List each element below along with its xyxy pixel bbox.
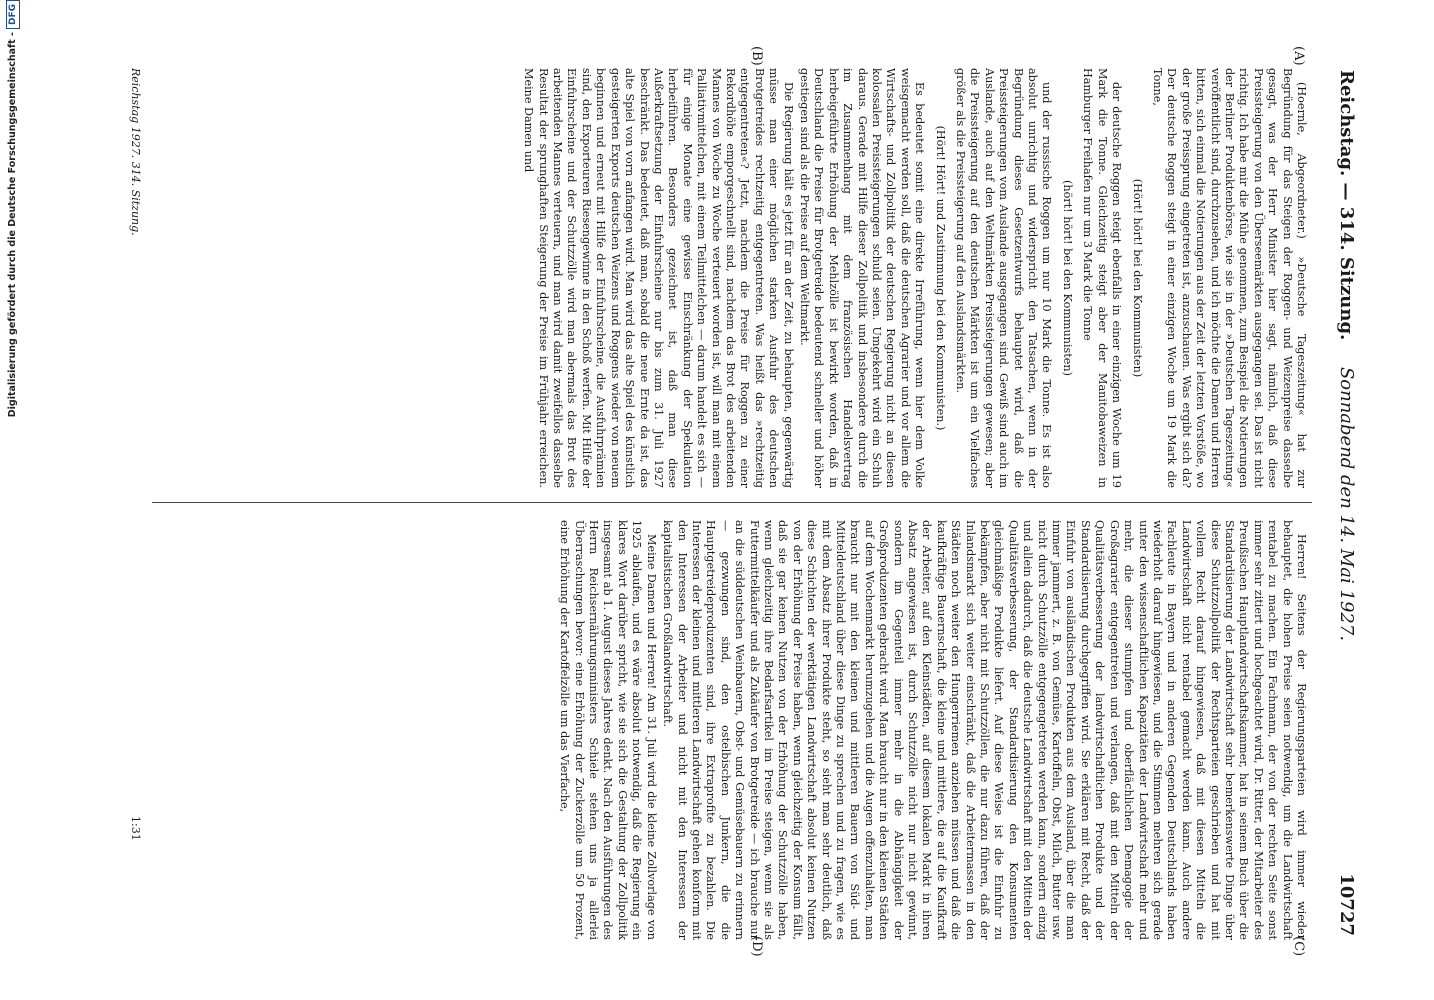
dfg-logo: DFG bbox=[6, 0, 20, 29]
paragraph: Es bedeutet somit eine direkte Irreführung, wenn hier dem Volke weisgemacht werden soll, daß die deutschen Agrarier und vor allem die Wirtschafts- und Zollpolitik der deutschen Regierung nicht an diesen kolossalen Preissteigerungen schuld seien. Umgekehrt wird ein Schuh daraus. Gerade mit Hilfe dieser Zollpolitik und insbesondere durch die im Zusammenhang mit dem französischen Handelsvertrag herbeigeführte Erhöhung der Mehlzölle ist bewirkt worden, daß in Deutschland die Preise für Brotgetreide bedeutend schneller und höher gestiegen sind als die Preise auf dem Weltmarkt. bbox=[798, 68, 927, 488]
margin-marker-d: (D) bbox=[749, 936, 764, 957]
paragraph: Herren! Seitens der Regierungsparteien wird immer wieder behauptet, die hohen Preise seien notwendig, um die Landwirtschaft rentabel zu machen. Ein Fachmann, der von der rechten Seite sonst immer sehr zitiert und hochgeachtet wird, Dr. Ritter, der Mitarbeiter des Preußischen Hauptlandwirtschaftskammer, hat in seinem Buch über die Standardisierung der Landwirtschaft sehr bemerkenswerte Dinge über diese Schutzzollpolitik der Rechtsparteien geschrieben und hat mit vollem Recht darauf hingewiesen, daß mit diesen Mitteln die Landwirtschaft nicht rentabel gemacht werden kann. Auch andere Fachleute in Bayern und in anderen Gegenden Deutschlands haben wiederholt darauf hingewiesen, und die Stimmen mehren sich gerade unter den wissenschaftlichen Kapazitäten der Landwirtschaft mehr und mehr, die dieser stumpfen und oberflächlichen Demagogie der Großagrarier entgegentreten und verlangen, daß mit den Mitteln der Qualitätsverbesserung der landwirtschaftlichen Produkte und der Standardisierung durchgegriffen wird. Sie erklären mit Recht, daß der Einfuhr von ausländischen Produkten aus dem Ausland, über die man immer jammert, z. B. von Gemüse, Kartoffeln, Obst, Milch, Butter usw. nicht durch Schutzzölle entgegengetreten werden kann, sondern einzig und allein dadurch, daß die deutsche Landwirtschaft mit den Mitteln der Qualitätsverbesserung, der Standardisierung den Konsumenten gleichmäßige Produkte liefert. Auf diese Weise ist die Einfuhr zu bekämpfen, aber nicht mit Schutzzöllen, die nur dazu führen, daß der Inlandsmarkt sich weiter einschränkt, daß die Arbeitermassen in den Städten noch weiter den Hungerriemen anziehen müssen und daß die kaufkräftige Bauernschaft, die kleine und mittlere, die auf die Kaufkraft der Arbeiter, auf den Kleinstädten, auf diesem lokalen Markt in ihren Absatz angewiesen ist, durch Schutzzölle nicht nur nicht gewinnt, sondern im Gegenteil immer mehr in die Abhängigkeit der Großproduzenten gebracht wird. Man braucht nur in den kleinen Städten auf dem Wochenmarkt herumzugehen und die Augen offenzuhalten, man braucht nur mit den kleinen und mittleren Bauern von Süd- und Mitteldeutschland über diese Dinge zu sprechen und zu fragen, wie es mit dem Absatz ihrer Produkte steht, so sieht man sehr deutlich, daß diese Schichten der werktätigen Landwirtschaft absolut keinen Nutzen von der Erhöhung der Preise haben, wenn gleichzeitig der Konsum fällt, daß sie gar keinen Nutzen von der Erhöhung der Schutzzölle haben, wenn gleichzeitig ihre Bedarfsartikel im Preise steigen, wenn sie als Futtermittelkäufer und als Zukäufer von Brotgetreide — ich brauche nur an die süddeutschen Weinbauern, Obst- und Gemüsebauern zu erinnern — gezwungen sind, den ostelbischen Junkern, die die Hauptgetreideproduzenten sind, ihre Extraprofite zu bezahlen. Die Interessen der kleinen und mittleren Landwirtschaft gehen konform mit den Interessen der Arbeiter und nicht mit den Interessen der kapitalistischen Großlandwirtschaft. bbox=[661, 520, 1308, 940]
paragraph: Meine Damen und Herren! Am 31. Juli wird die kleine Zollvorlage von 1925 ablaufen, und es wäre absolut notwendig, daß die Regierung ein klares Wort darüber spricht, wie sie sich die Gestaltung der Zollpolitik insgesamt ab 1. August dieses Jahres denkt. Nach den Ausführungen des Herrn Reichsernährungsministers Schiele stehen uns ja allerlei Überraschungen bevor: eine Erhöhung der Zuckerzölle um 50 Prozent, eine Erhöhung der Kartoffelzölle um das Vierfache, bbox=[558, 520, 658, 940]
footer-left: Reichstag 1927. 314. Sitzung. bbox=[129, 68, 142, 236]
margin-marker-a: (A) bbox=[1291, 46, 1306, 66]
margin-marker-c: (C) bbox=[1291, 936, 1306, 957]
footer-right: 1:31 bbox=[129, 816, 142, 841]
right-column bbox=[158, 520, 1308, 940]
running-head-left: Reichstag. — 314. Sitzung. bbox=[1336, 70, 1357, 341]
interjection: (hört! hört! bei den Kommunisten) bbox=[1060, 180, 1074, 376]
interjection: (Hört! hört! bei den Kommunisten) bbox=[1130, 178, 1144, 378]
interjection: (Hört! Hört! und Zustimmung bei den Kommunisten.) bbox=[933, 125, 947, 431]
paragraph: der deutsche Roggen steigt ebenfalls in einer einzigen Woche um 19 Mark die Tonne. Gleichzeitig steigt aber der Manitobaweizen in Hamburger Freihafen nur um 3 Mark die Tonne bbox=[1081, 68, 1124, 488]
paragraph: Die Regierung hält es jetzt für an der Zeit, zu behaupten, gegenwärtig müsse man einer möglichen starken Ausfuhr des deutschen Brotgetreides rechtzeitig entgegentreten. Was heißt das »rechtzeitig entgegentreten«? Jetzt, nachdem die Preise für Roggen zu einer Rekordhöhe emporgeschnellt sind, nachdem das Brot des arbeitenden Mannes von Woche zu Woche verteuert worden ist, will man mit einem Palliativmittelchen, mit einem Teilmittelchen — darum handelt es sich — für einige Monate eine gewisse Einschränkung der Spekulation herbeiführen. Besonders gezeichnet ist, daß man diese Außerkraftsetzung der Einfuhrscheine nur bis zum 31. Juli 1927 beschränkt. Das bedeutet, daß man, sobald die neue Ernte da ist, das alte Spiel von vorn anfangen wird. Man wird das alte Spiel des künstlich gesteigerten Exports deutschen Weizens und Roggens wieder von neuem beginnen und erneut mit Hilfe der Einfuhrscheine, die Ausfuhrprämien sind, den Exporteuren Riesengewinne in den Schoß werfen. Mit Hilfe der Einfuhrscheine und der Schutzzölle wird man abermals das Brot des arbeitenden Mannes verteuern, und man wird damit zweifellos dasselbe Resultat der sprunghaften Steigerung der Preise im Frühjahr erreichen. Meine Damen und bbox=[522, 68, 795, 488]
document-page bbox=[89, 46, 1364, 957]
paragraph: (Hoernle, Abgeordneter.) »Deutsche Tageszeitung« hat zur Begründung für das Steigen der Roggen- und Weizenpreise dasselbe gesagt, was der Herr Minister hier sagt, nämlich, daß diese Preissteigerung von den Überseemärkten ausgegangen sei. Das ist nicht richtig. Ich habe mir die Mühe genommen, zum Beispiel die Notierungen der Berliner Produktenbörse, wie sie in der »Deutschen Tageszeitung« veröffentlicht sind, durchzusehen, und ich möchte die Damen und Herren bitten, sich einmal die Notierungen aus der Zeit der letzten Vorstöße, wo der große Preissprung eingetreten ist, anzuschauen. Was ergibt sich da? Der deutsche Roggen steigt in einer einzigen Woche um 19 Mark die Tonne, bbox=[1150, 68, 1308, 488]
running-head-date: Sonnabend den 14. Mai 1927. bbox=[1336, 366, 1357, 642]
digitization-credit: Digitalisierung gefördert durch die Deutsche Forschungsgemeinschaft -DFG bbox=[2, 0, 24, 1000]
margin-marker-b: (B) bbox=[749, 46, 764, 66]
left-column bbox=[158, 68, 1308, 488]
running-head bbox=[1328, 64, 1364, 944]
paragraph: und der russische Roggen um nur 10 Mark die Tonne. Es ist also absolut unrichtig und widerspricht den Tatsachen, wenn in der Begründung dieses Gesetzentwurfs behauptet wird, daß die Preissteigerungen vom Auslande ausgegangen sind. Gewiß sind auch im Auslande, auch auf den Weltmärkten Preissteigerungen gewesen; aber die Preissteigerung auf den deutschen Märkten ist um ein Vielfaches größer als die Preissteigerung auf den Auslandsmärkten. bbox=[954, 68, 1054, 488]
column-divider bbox=[152, 502, 1312, 503]
page-number: 10727 bbox=[1336, 873, 1357, 936]
